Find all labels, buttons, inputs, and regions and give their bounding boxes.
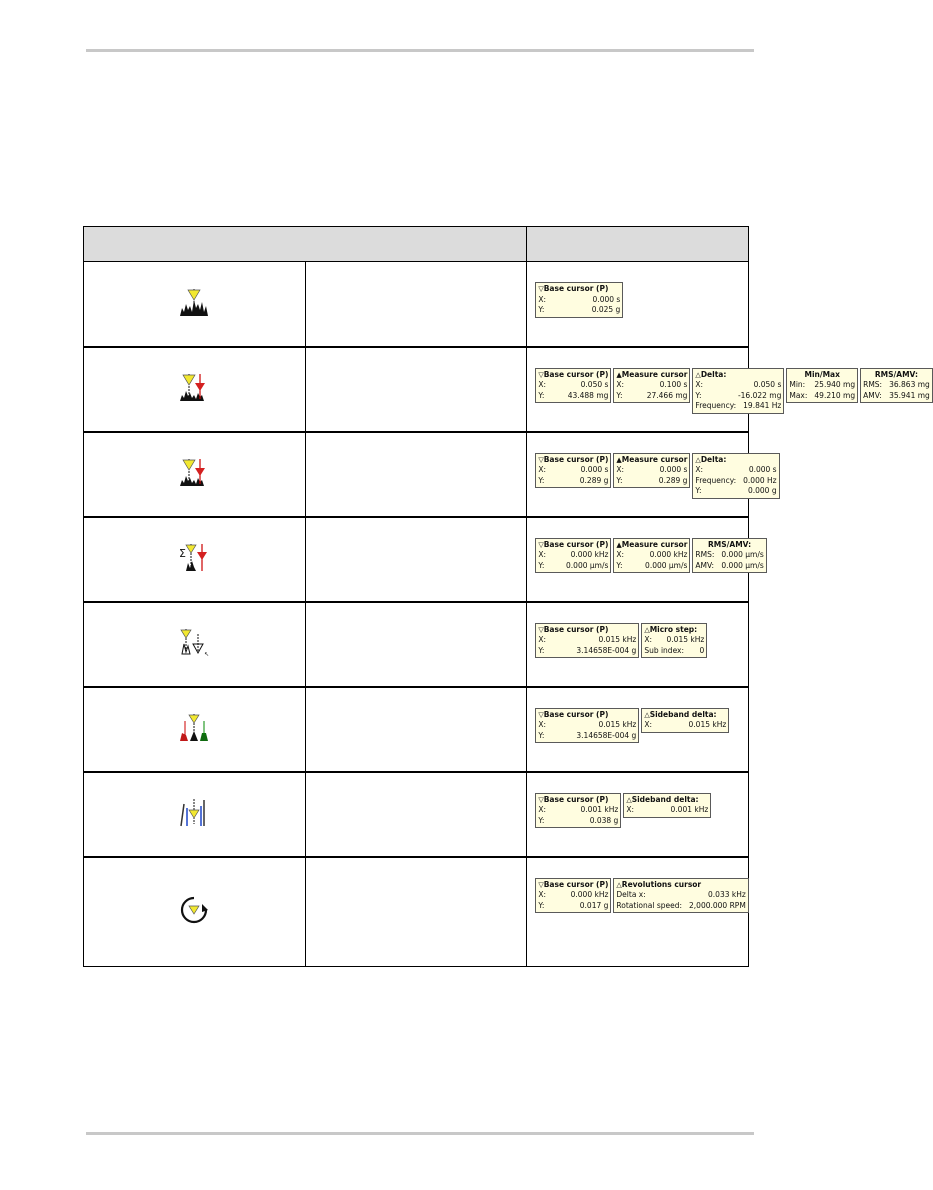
cursor-info-box-title [538,880,608,891]
cursor-info-value: 36.863 mg [889,380,930,389]
cursor-info-line [695,476,776,487]
cursor-info-box-base-cursor-p [535,538,611,574]
cursor-info-value: 0.100 s [659,380,688,389]
cursor-info-box-title-text: Delta: [700,454,727,464]
cursor-name-cell [305,517,527,602]
cursor-info-line [538,561,608,572]
cursor-info-label: Y: [616,560,623,570]
cursor-info-line [695,401,781,412]
cursor-triangle-icon: ▽ [538,795,544,804]
cursor-info-box-sideband-delta [641,708,729,733]
cursor-info-boxes [535,623,748,659]
cursor-info-box-base-cursor-p [535,282,623,318]
cursor-info-box-title [626,795,708,806]
cursor-info-value: 0.000 μm/s [645,560,688,570]
cursor-info-line [616,561,687,572]
cursor-icon-cell [84,517,306,602]
cursor-info-value: 49.210 mg [814,390,856,400]
cursor-info-value: 0 [699,645,705,655]
cursor-triangle-icon: △ [644,710,650,719]
cursor-info-box-sideband-delta [623,793,711,818]
cursor-info-label: Y: [538,475,545,485]
cursor-info-line [538,731,636,742]
cursor-info-boxes [535,282,748,318]
cursor-triangle-icon: ▽ [538,625,544,634]
cursor-display-cell [527,517,764,602]
table-row [84,432,749,517]
cursor-info-value: 0.000 s [580,465,609,474]
cursor-info-value: 0.000 s [748,465,777,474]
cursor-display-cell [527,347,930,432]
cursor-name-cell [305,602,527,687]
cursor-info-label: RMS: [695,550,715,559]
cursor-info-box-title [538,795,618,806]
cursor-info-box-title [538,625,636,636]
cursor-info-label: AMV: [863,390,882,400]
cursor-info-box-title-text: RMS/AMV: [874,369,919,379]
cursor-info-value: 0.001 kHz [670,805,709,814]
cursor-info-box-title [695,370,781,381]
cursor-info-box-title [644,710,726,721]
cursor-display-cell [527,772,749,857]
cursor-info-label: AMV: [695,560,715,570]
table-row [84,517,749,602]
cursor-info-box-rms-amv [692,538,766,574]
cursor-info-line [616,890,745,901]
footer-rule [86,1132,754,1135]
cursor-info-box-title [695,540,763,551]
cursor-info-value: 0.000 μm/s [566,560,609,570]
cursor-info-box-micro-step [641,623,707,659]
cursor-info-label: X: [626,805,634,814]
cursor-info-box-title-text: Delta: [700,369,727,379]
cursor-info-label: Y: [538,560,545,570]
sideband-cursor-icon [178,728,210,747]
cursor-info-line [616,476,687,487]
header-rule [86,49,754,52]
cursor-info-value: 27.466 mg [646,390,688,400]
cursor-info-label: Y: [695,390,702,400]
cursor-info-line [695,550,763,561]
cursor-info-box-title-text: Min/Max [804,369,840,379]
measure-cursor-icon [178,388,210,407]
cursor-info-box-title-text: Revolutions cursor [621,879,702,889]
cursor-info-value: 0.015 kHz [666,635,705,644]
cursor-info-box-title-text: Measure cursor [621,454,688,464]
cursor-info-value: 3.14658E-004 g [576,645,637,655]
cursor-triangle-icon: ▲ [616,370,622,379]
cursor-info-label: Sub index: [644,645,685,655]
cursor-info-value: 2,000.000 RPM [689,900,746,910]
cursor-info-box-title-text: Base cursor (P) [543,709,609,719]
table-row [84,347,749,432]
cursor-info-value: 0.025 g [591,305,621,314]
cursor-triangle-icon: △ [695,370,701,379]
base-cursor-icon [178,303,210,322]
cursor-info-box-title [695,455,776,466]
cursor-info-label: Y: [538,900,545,910]
cursor-info-label: Max: [789,390,808,400]
cursor-info-line [616,465,687,476]
cursor-info-value: 0.050 s [580,380,609,389]
cursor-info-line [695,465,776,476]
cursor-triangle-icon: ▽ [538,540,544,549]
cursor-info-box-measure-cursor [613,368,690,404]
cursor-info-label: Delta x: [616,890,646,899]
cursor-info-box-title-text: Base cursor (P) [543,539,609,549]
cursor-info-label: X: [538,550,546,559]
cursor-info-label: Min: [789,380,806,389]
cursor-info-label: Y: [538,305,545,314]
cursor-info-label: X: [538,294,546,304]
cursor-info-box-title-text: RMS/AMV: [708,539,752,549]
cursor-info-line [863,391,930,402]
cursor-display-cell [527,262,749,347]
cursor-info-boxes [535,453,777,499]
cursor-info-value: 0.000 s [659,465,688,474]
rms-cursor-icon [178,547,210,577]
cursor-info-line [644,646,704,657]
cursor-icon-cell [84,432,306,517]
cursor-info-box-title [616,880,745,891]
cursor-info-box-title-text: Measure cursor [621,369,688,379]
cursor-info-line [538,816,618,827]
cursor-info-box-base-cursor-p [535,368,611,404]
cursor-info-box-title [789,370,855,381]
cursor-info-boxes [535,708,748,744]
table-header-display [527,227,749,262]
cursor-info-box-title [644,625,704,636]
cursor-triangle-icon: ▽ [538,370,544,379]
cursor-info-value: 0.050 s [753,380,782,389]
cursor-info-box-revolutions-cursor [613,878,748,914]
cursor-info-line [538,305,620,316]
cursor-info-label: X: [538,465,546,474]
cursor-info-box-title [538,455,608,466]
cursor-info-line [695,561,763,572]
cursor-info-value: -16.022 mg [737,390,782,400]
cursor-icon-cell [84,857,306,967]
cursor-info-line [538,901,608,912]
cursor-info-value: 0.015 kHz [598,720,637,729]
cursor-info-box-title [616,540,687,551]
cursor-info-box-title [616,370,687,381]
cursor-info-value: 0.015 kHz [598,635,637,644]
table-header-row [84,227,749,262]
cursor-name-cell [305,347,527,432]
cursor-info-value: 0.017 g [579,900,609,910]
cursor-info-label: Y: [616,390,623,400]
table-row [84,687,749,772]
cursor-info-label: X: [538,805,546,814]
cursor-info-value: 0.001 kHz [580,805,619,814]
cursor-info-line [538,720,636,731]
cursor-info-label: Y: [616,475,623,485]
cursor-triangle-icon: △ [644,625,650,634]
cursor-info-value: 0.038 g [589,815,619,825]
cursor-info-label: X: [538,720,546,729]
cursor-info-box-title [538,710,636,721]
cursor-info-value: 43.488 mg [567,390,609,400]
cursor-info-label: Rotational speed: [616,900,683,910]
table-row [84,262,749,347]
cursor-info-box-base-cursor-p [535,793,621,829]
cursor-info-line [644,720,726,731]
cursor-info-box-title [538,284,620,295]
cursor-triangle-icon: △ [626,795,632,804]
cursor-info-value: 0.000 g [747,486,777,495]
cursor-name-cell [305,432,527,517]
cursor-name-cell [305,262,527,347]
cursor-info-value: 19.841 Hz [743,401,782,410]
svg-text:Σ: Σ [179,547,187,560]
cursor-info-value: 0.000 s [592,294,621,304]
cursor-info-box-title [538,540,608,551]
cursor-info-line [695,486,776,497]
cursor-triangle-icon: ▽ [538,285,544,293]
cursor-info-value: 0.000 μm/s [721,560,764,570]
cursor-icon-cell [84,602,306,687]
cursor-info-boxes [535,878,748,914]
table-row [84,602,749,687]
cursor-info-box-base-cursor-p [535,878,611,914]
cursor-triangle-icon: ▽ [538,880,544,889]
cursor-info-box-title [538,370,608,381]
cursor-icon-cell [84,687,306,772]
cursor-info-box-title-text: Measure cursor [621,539,688,549]
cursor-info-label: RMS: [863,380,883,389]
cursor-info-boxes [535,793,748,829]
cursor-info-box-title-text: Sideband delta: [649,709,717,719]
cursor-triangle-icon: △ [695,455,701,464]
cursor-info-label: X: [616,465,625,474]
cursor-info-line [538,890,608,901]
cursor-info-value: 0.033 kHz [708,890,746,899]
cursor-info-line [538,295,620,306]
cursor-info-box-title-text: Base cursor (P) [543,624,609,634]
cursor-info-label: Y: [538,390,545,400]
cursor-info-box-title-text: Micro step: [649,624,698,634]
cursor-info-line [538,476,608,487]
cursor-info-box-delta [692,453,779,499]
cursor-info-box-measure-cursor [613,453,690,489]
cursor-info-line [695,391,781,402]
cursor-icon-cell [84,262,306,347]
cursor-info-line [626,805,708,816]
cursor-info-line [695,380,781,391]
cursor-icon-cell [84,347,306,432]
cursor-display-cell [527,602,749,687]
cursor-info-box-title-text: Sideband delta: [631,794,699,804]
cursor-info-line [538,391,608,402]
cursor-info-label: X: [538,380,546,389]
cursor-info-line [538,550,608,561]
cursor-info-value: 0.015 kHz [688,720,727,729]
cursor-info-line [616,550,687,561]
delta-cursor-icon [178,473,210,492]
harmonic-sideband-cursor-icon [178,813,210,832]
cursor-info-line [644,635,704,646]
cursor-display-cell [527,857,749,967]
cursor-info-value: 0.000 kHz [570,550,609,559]
table-row [84,857,749,967]
cursor-info-line [538,646,636,657]
cursor-name-cell [305,687,527,772]
table-row [84,772,749,857]
cursor-triangle-icon: ▽ [538,455,544,464]
cursor-display-cell [527,687,749,772]
cursor-info-box-measure-cursor [613,538,690,574]
cursor-info-box-title [863,370,930,381]
cursor-info-label: Frequency: [695,475,737,485]
cursor-info-box-title [616,455,687,466]
cursor-info-box-title-text: Base cursor (P) [543,794,609,804]
cursor-info-line [789,380,855,391]
cursor-info-label: Frequency: [695,401,737,410]
cursor-info-value: 25.940 mg [814,380,856,389]
cursor-info-value: 35.941 mg [889,390,930,400]
cursor-info-value: 0.000 Hz [743,475,777,485]
cursor-info-box-title-text: Base cursor (P) [543,369,609,379]
cursor-info-label: X: [644,720,652,729]
cursor-info-box-delta [692,368,784,414]
cursor-info-box-title-text: Base cursor (P) [543,879,609,889]
cursor-info-line [538,380,608,391]
cursor-info-label: X: [644,635,652,644]
cursor-info-value: 0.289 g [579,475,609,485]
cursor-info-box-min-max [786,368,858,404]
cursor-info-label: X: [695,380,704,389]
cursor-info-label: X: [538,890,546,899]
cursor-info-value: 0.000 kHz [570,890,609,899]
micro-step-cursor-icon [178,643,210,662]
cursor-info-line [538,465,608,476]
cursor-name-cell [305,857,527,967]
cursor-info-box-title-text: Base cursor (P) [543,284,609,293]
cursor-icon-cell [84,772,306,857]
cursor-info-label: X: [538,635,546,644]
cursor-info-label: Y: [538,815,545,825]
cursor-info-label: Y: [538,730,545,740]
cursor-triangle-icon: ▽ [538,710,544,719]
cursor-info-value: 0.000 kHz [649,550,688,559]
cursor-display-cell [527,432,777,517]
cursor-info-line [616,391,687,402]
cursor-info-box-base-cursor-p [535,708,639,744]
cursor-table [83,226,930,967]
cursor-info-label: X: [616,380,625,389]
cursor-info-label: X: [695,465,704,474]
cursor-triangle-icon: ▲ [616,455,622,464]
cursor-name-cell [305,772,527,857]
cursor-info-box-title-text: Base cursor (P) [543,454,609,464]
cursor-info-boxes [535,368,930,414]
cursor-info-line [789,391,855,402]
cursor-info-label: Y: [695,486,702,495]
cursor-info-line [863,380,930,391]
cursor-info-label: X: [616,550,625,559]
cursor-info-boxes [535,538,764,574]
cursor-info-box-base-cursor-p [535,623,639,659]
cursor-info-label: Y: [538,645,545,655]
cursor-info-box-base-cursor-p [535,453,611,489]
revolutions-cursor-icon [178,911,210,930]
cursor-triangle-icon: △ [616,880,622,889]
cursor-info-box-rms-amv [860,368,933,404]
cursor-info-line [616,380,687,391]
cursor-info-line [538,635,636,646]
svg-text:↖: ↖ [204,651,210,658]
table-header-cursor [84,227,527,262]
cursor-info-value: 0.000 μm/s [721,550,764,559]
cursor-info-line [538,805,618,816]
cursor-triangle-icon: ▲ [616,540,622,549]
cursor-info-value: 3.14658E-004 g [576,730,637,740]
cursor-info-value: 0.289 g [658,475,688,485]
cursor-info-line [616,901,745,912]
